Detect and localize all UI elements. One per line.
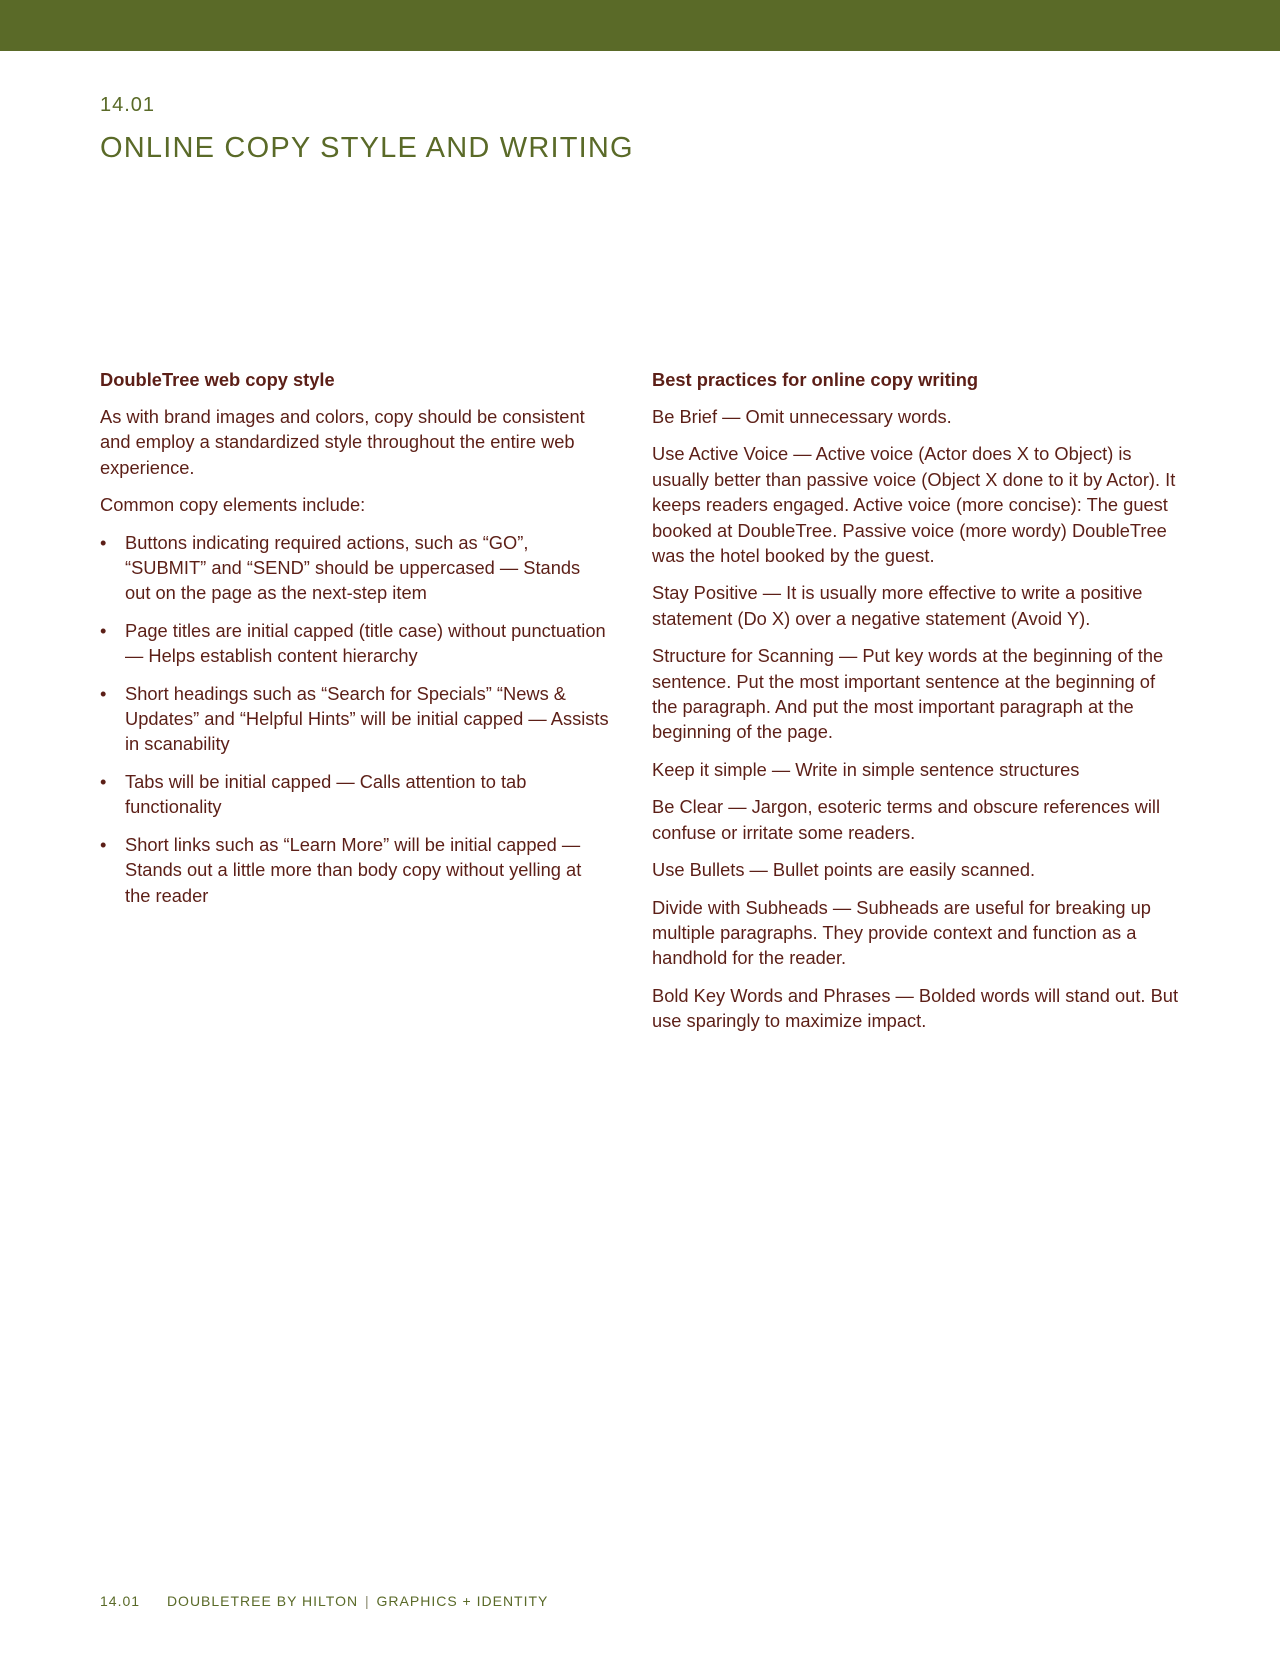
bullet-icon: •: [100, 833, 107, 855]
list-item-text: Short links such as “Learn More” will be initial capped — Stands out a little more than body copy without yelling at the reader: [125, 833, 582, 906]
best-practice-paragraph: Be Brief — Omit unnecessary words.: [652, 406, 952, 427]
right-column-heading: Best practices for online copy writing: [652, 369, 979, 390]
list-item: [100, 832, 610, 908]
list-item-text: Page titles are initial capped (title case) without punctuation — Helps establish content hierarchy: [125, 619, 606, 667]
right-column: [652, 367, 1182, 1046]
intro-paragraph: As with brand images and colors, copy should be consistent and employ a standardized style throughout the entire web experience.: [100, 406, 585, 478]
bullet-icon: •: [100, 770, 107, 792]
footer-separator: |: [365, 1593, 370, 1609]
bullet-icon: •: [100, 619, 107, 641]
best-practice-paragraph: Be Clear — Jargon, esoteric terms and obscure references will confuse or irritate some readers.: [652, 796, 1161, 843]
best-practice-paragraph: Stay Positive — It is usually more effective to write a positive statement (Do X) over a negative statement (Avoid Y).: [652, 582, 1143, 629]
bullet-icon: •: [100, 682, 107, 704]
bullet-icon: •: [100, 531, 107, 553]
best-practice-paragraph: Use Bullets — Bullet points are easily scanned.: [652, 859, 1036, 881]
list-item: [100, 681, 610, 757]
list-intro: Common copy elements include:: [100, 494, 366, 516]
best-practice-paragraph: Structure for Scanning — Put key words at the beginning of the sentence. Put the most important sentence at the beginning of the paragraph. And put the most important paragraph at the beginning of the page.: [652, 645, 1164, 743]
list-item-text: Buttons indicating required actions, such as “GO”, “SUBMIT” and “SEND” should be uppercased — Stands out on the page as the next-step item: [125, 531, 581, 604]
section-number: 14.01: [100, 94, 156, 116]
footer-page-number: 14.01: [100, 1593, 141, 1609]
list-item: [100, 530, 610, 606]
page-title: ONLINE COPY STYLE AND WRITING: [100, 132, 634, 164]
list-item-text: Short headings such as “Search for Specials” “News & Updates” and “Helpful Hints” will be initial capped — Assists in scanability: [125, 682, 609, 755]
best-practice-paragraph: Bold Key Words and Phrases — Bolded words will stand out. But use sparingly to maximize impact.: [652, 984, 1179, 1032]
list-item: [100, 769, 610, 820]
copy-elements-list: [100, 530, 610, 908]
left-column-heading: DoubleTree web copy style: [100, 369, 335, 390]
top-color-bar: [0, 0, 1280, 51]
list-item: [100, 618, 610, 669]
footer-section: GRAPHICS + IDENTITY: [376, 1593, 549, 1609]
best-practice-paragraph: Divide with Subheads — Subheads are useful for breaking up multiple paragraphs. They provide context and function as a handhold for the reader.: [652, 896, 1151, 969]
page-footer: [100, 1593, 548, 1609]
footer-brand: DOUBLETREE BY HILTON: [166, 1593, 359, 1609]
left-column: [100, 367, 610, 920]
best-practice-paragraph: Use Active Voice — Active voice (Actor does X to Object) is usually better than passive voice (Object X done to it by Actor). It keeps readers engaged. Active voice (more concise): The guest booked at DoubleTree. Passive voice (more wordy) DoubleTree was the hotel booked by the guest.: [652, 443, 1176, 567]
list-item-text: Tabs will be initial capped — Calls attention to tab functionality: [125, 770, 527, 818]
best-practice-paragraph: Keep it simple — Write in simple sentence structures: [652, 758, 1080, 780]
